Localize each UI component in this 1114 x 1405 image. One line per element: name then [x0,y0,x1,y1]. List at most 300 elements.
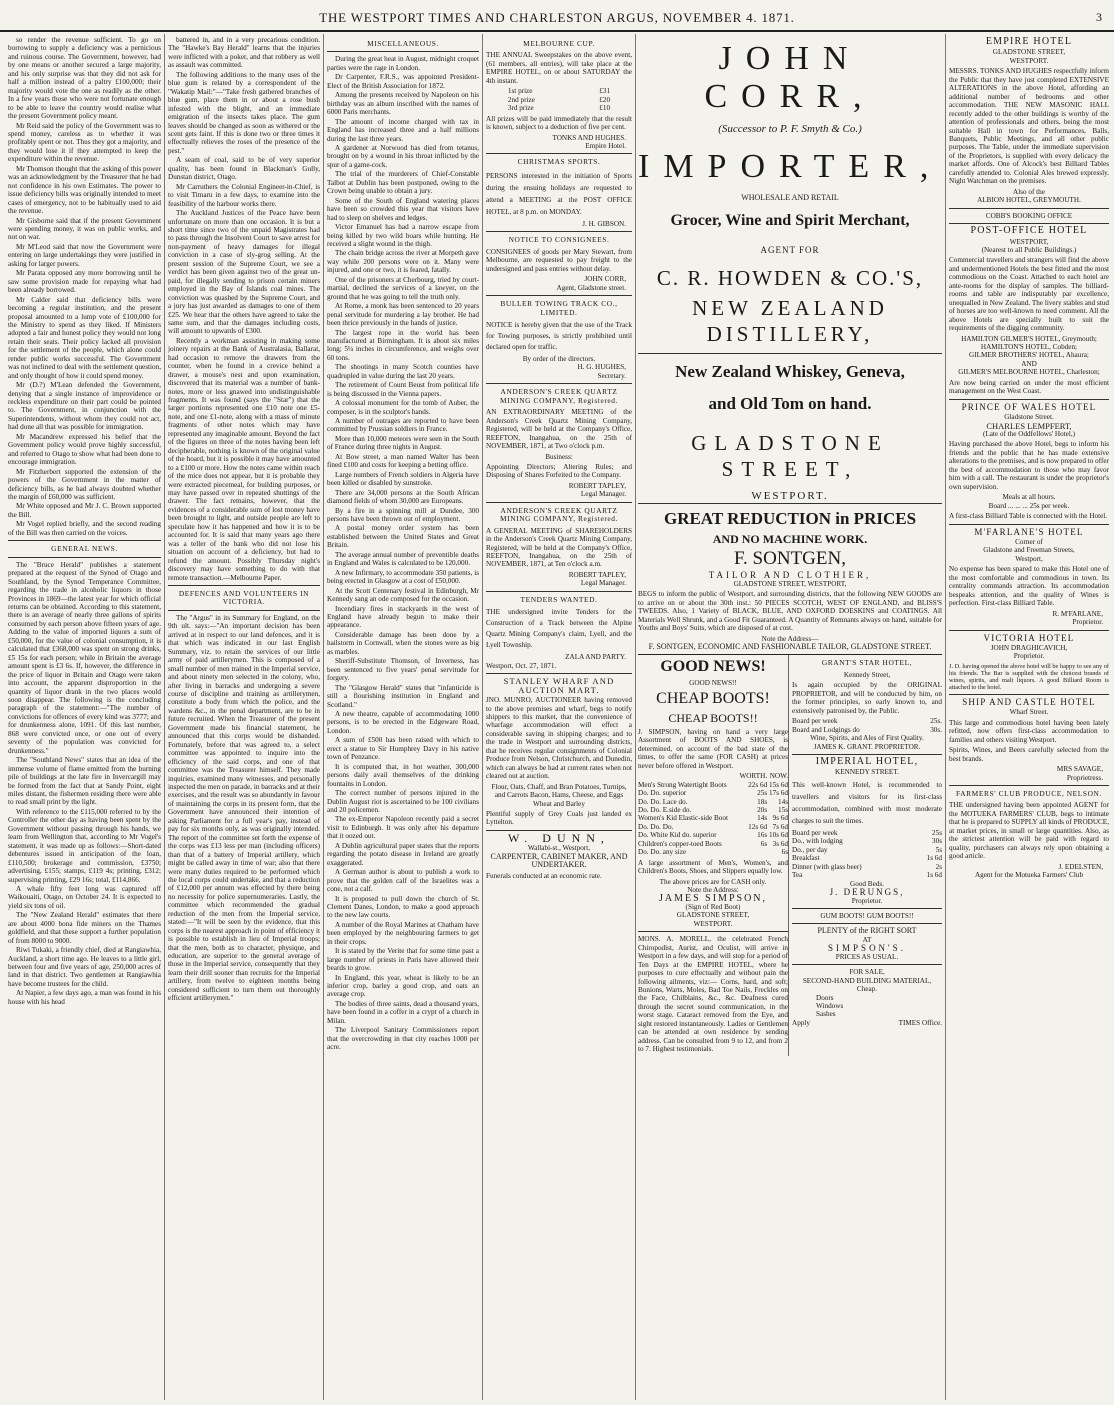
ship-castle-heading: SHIP AND CASTLE HOTEL [962,696,1096,707]
post-office-town: WESTPORT, [1009,237,1049,246]
misc-item: One of the prisoners at Cherbourg, tried by court-martial, declined the services of a lawyer, on the ground that he was going to tell the truth only. [327,275,479,301]
howden-line: C. R. HOWDEN & CO.'S, [656,265,924,290]
boot-price-row-cell: 3s 6d [772,839,788,848]
gladstone-street: GLADSTONE STREET, [691,430,889,481]
anderson-2-text: A GENERAL MEETING of SHAREHOLDERS in the Anderson's Creek Quartz Mining Company, Registered, will be held at the Company's Office, REEFTON, Inangahua, on the 25th of NOVEMBER, 1871, at Ten o'clock a.m. [486,526,632,569]
sale-item: Doors [816,993,834,1002]
boot-price-row-cell: 12s 6d [748,822,768,831]
misc-item: The retirement of Count Beust from political life is being discussed in the Vienna papers. [327,381,479,398]
prize-row-cell: 2nd prize [507,95,535,104]
plenty-name: SIMPSON'S. [828,943,906,954]
good-news-sub: GOOD NEWS!! [689,679,737,688]
boot-price-row-cell: 14s [778,797,788,806]
victoria-proprietor: Proprietor. [1013,652,1045,661]
mfarlane-heading: M'FARLANE'S HOTEL [974,526,1084,537]
misc-item: Considerable damage has been done by a hailstorm in Cornwall, when the stones were as big as marbles. [327,630,479,656]
misc-item: A new Infirmary, to accommodate 350 patients, is being erected in Glasgow at a cost of £50,000. [327,568,479,586]
column-5 [638,36,942,1398]
buller-signature-2: Secretary. [597,371,626,380]
post-office-text: Commercial travellers and strangers will find the above and undermentioned Hotels the best fitted and the most commodious on the Coast. Attached to each hotel are ante-rooms for the display of samples. The billiard-rooms and table are indisputably par excellence, unequalled in New Zealand. The livery stables and stud of horses are too well-known to need comment. All the above Hotels are specially built to suit the requirements of the digging community. [949,256,1109,333]
misc-item: Incendiary fires in stackyards in the west of England have already begun to make their appearance. [327,604,479,630]
cobb-office: COBB'S BOOKING OFFICE [985,211,1073,220]
mfarlane-text: No expense has been spared to make this Hotel one of the most comfortable and commodious in town. Its centrality commands attraction. Its accommodation bespeaks attention, and the quality of Wines is perfection. First-class Billiard Table. [949,565,1109,608]
boot-price-row-cell: 14s [757,814,768,823]
consignees-signature: JOHN CORR, [584,275,626,284]
boot-price-row-cell: Do. White Kid do. superior [638,831,717,840]
misc-item: It is proposed to pull down the church of St. Clement Danes, London, to make a good approach to the new law courts. [327,894,479,920]
misc-item: The chain bridge across the river at Morpeth gave way while 200 persons were on it. Many were injured, and one or two, it is feared, fatally. [327,249,479,275]
article-paragraph: Recently a workman assisting in making some joinery repairs at the Bank of Australasia, Ballarat, had occasion to remove the drawers from the counter, when he found in a crevice behind a drawer, a mouse's nest and upon examination, discovered that its material was a number of bank-notes, more or less gnawed into undistinguishable fragments. It was found (says the "Star") that the larger portions represented one £10 note one £5-note, and one £1-note, along with a mass of minute fragments of other notes which may have represented any imaginable amount. Beyond the fact of the figures on three of the notes having been left decipherable, nothing is known of the original value of the hoard, but it is possible it may have amounted to a £100 or more. How the notes came within reach of the mice does not appear, but it is probable they were extracted piecemeal, for building purposes, or may have passed over in repeated shuttings of the drawer. The fact remains, however, that the evidences of a considerable sum of lost money have been brought to light, and outside people are left to speculate how it has happened and how it is to be accounted for. It is said that many years ago there was a teller of the bank who did not lose his situation on account of a deficiency, but had to refund the amount. Possibly Thursday night's discovery may have something to do with that remote transaction.—Melbourne Paper. [168,336,320,582]
consignees-text: CONSIGNEES of goods per Mary Stewart, from Melbourne, are requested to pay freight to the undersigned and pass entries without delay. [486,247,632,273]
anderson-1-text: AN EXTRAORDINARY MEETING of the Anderson's Creek Quartz Mining Company, Registered, will be held at the Company's Office, REEFTON, Inangahua, on the 25th of NOVEMBER, 1871, at Two o'clock p.m. [486,408,632,451]
misc-item: A Dublin agricultural paper states that the reports regarding the potato disease in Ireland are greatly exaggerated. [327,841,479,867]
page-number: 3 [1096,10,1102,24]
prize-row [508,87,610,95]
sontgen-name: F. SONTGEN, [734,548,846,570]
misc-item: In England, this year, wheat is likely to be an inferior crop, barley a good crop, and oats an average crop. [327,973,479,999]
boot-price-row-cell: 15s [778,805,788,814]
boot-price-row-cell: 15s 6d [769,780,788,789]
buller-heading: BULLER TOWING TRACK CO., LIMITED. [500,299,618,317]
misc-item: The largest rope in the world has been manufactured at Birmingham. It is about six miles long; 5¼ inches in circumference, and weighs over 60 tons. [327,328,479,362]
article-paragraph: Mr Calder said that deficiency bills were becoming a regular institution, and the present proposal amounted to a lump vote of £100,000 for the Ministry to spend as they liked. If Ministers adopted a fair and honest policy they would not long retain their seats. Their policy lacked all provision for the settlement of the people, which alone could render public works successful. The Government was not inclined to deal with the settlement question, and only thought of how it could spend money. [8,295,161,380]
boot-price-row [638,798,788,806]
misc-item: A new theatre, capable of accommodating 1000 persons, is to be erected in the Edgeware Road, London. [327,709,479,735]
anderson-2-signature-2: Legal Manager. [580,579,626,588]
boot-price-row-cell [737,848,767,856]
hotel-list-item: HAMILTON'S HOTEL, Cobden; [980,342,1078,351]
miscellaneous-body [327,55,479,1051]
post-office-heading: POST-OFFICE HOTEL [970,225,1088,237]
news-paragraph: Riwi Tukaki, a friendly chief, died at Rangiawhia, Auckland, a short time ago. He leaves to a little girl, between four and five years of age, 250,000 acres of land in that district. Two gentlemen at Rangiawhia have become trustees for the child. [8,946,161,988]
boot-price-row [638,806,788,814]
worth-header: WORTH. [739,772,768,781]
cup-foot: All prizes will be paid immediately that the result is known, subject to a deduction of five per cent. [486,114,632,132]
xmas-signature: J. H. GIBSON. [582,219,626,228]
column-rule [635,34,636,1400]
farmers-club-signature-2: Agent for the Motueka Farmers' Club [974,871,1084,880]
misc-item: The ex-Emperor Napoleon recently paid a secret visit to Edinburgh. It was only after his departure that it oozed out. [327,815,479,841]
imperial-rate-row [792,863,942,871]
article-paragraph: Mr Reid said the policy of the Government was to spend money, careless as to whether it was profitably spent or not. Thus they got a majority, and they would lose it if they attempted to keep the expenditure within the revenue. [8,121,161,164]
prize-row [508,104,610,112]
albion-hotel: ALBION HOTEL, GREYMOUTH. [977,196,1081,205]
general-news-body [8,561,161,1007]
tenders-heading: TENDERS WANTED. [520,594,598,604]
prize-row-cell: £31 [599,87,611,96]
mfarlane-street: Gladstone and Freeman Streets, [983,546,1075,555]
article-paragraph: so render the revenue sufficient. To go on borrowing to supply a deficiency was a pernicious and ruinous course. The Government, however, had by one means or another secured a large majority, and his only surprise was that they did not ask for half a million instead of a paltry £100,000; their majority would vote the one as readily as the other. In a few years those who were not fortunate enough to be able to leave the country would realise what the present Government policy meant. [8,36,161,121]
article-paragraph: Mr Gisborne said that if the present Government were spending money, it was on public works, and not on war. [8,216,161,242]
boot-price-row-cell: 25s [757,789,768,798]
boot-price-row-cell: 6s [760,839,768,848]
stanley-goods: Flour, Oats, Chaff, and Bran Potatoes, Turnips, and Carrots Bacon, Hams, Cheese, and Eggs Wheat and Barley [491,782,627,808]
imperial-heading: IMPERIAL HOTEL, [815,755,919,767]
imperial-rates [792,829,942,880]
boot-price-row-cell: 17s 6d [769,789,788,798]
cheap-boots-2: CHEAP BOOTS!! [668,710,758,725]
prince-of-wales-name: CHARLES LEMPFERT, [986,420,1072,431]
boot-price-row-cell: 10s 6d [769,831,788,840]
misc-item: There are 34,000 persons at the South African diamond fields of whom 30,000 are Europeans. [327,488,479,506]
imperial-signature: J. DERUNGS, [829,887,905,898]
boot-price-row-cell: Do. Do. superior [638,789,687,798]
misc-item: A gardener at Norwood has died from tetanus, brought on by a wound in his throat inflicted by the spur of a game-cock. [327,143,479,169]
boot-price-row-cell: Do. Do. E.side do. [638,805,692,814]
misc-item: Dr Carpenter, F.R.S., was appointed President-Elect of the British Association for 1872. [327,73,479,90]
john-corr-name: JOHN CORR, [704,40,876,115]
victoria-text: J. D. having opened the above hotel will be happy to see any of his friends. The Bar is supplied with the choicest brands of wines, spirits, and malt liquors. A good Billiard Room is attached to the hotel. [949,662,1109,691]
misc-item: A colossal monument for the tomb of Auber, the composer, is in the sculptor's hands. [327,399,479,416]
masthead-title: THE WESTPORT TIMES AND CHARLESTON ARGUS, NOVEMBER 4. 1871. [319,10,795,25]
column-2 [168,36,320,1398]
sale-item: Windows [816,1002,844,1011]
article-paragraph: Mr M'Leod said that now the Government were entering on large undertakings they were justified in asking for larger powers. [8,242,161,268]
boot-price-row-cell: Do. Do. Lace do. [638,797,688,806]
anderson-1-signature: ROBERT TAPLEY, [568,481,626,490]
anderson-1-business-heading: Business: [545,452,573,461]
simpson-name: JAMES SIMPSON, [658,892,768,904]
stanley-heading: STANLEY WHARF AND AUCTION MART. [503,676,615,695]
column-rule [164,34,165,1400]
general-news-heading: GENERAL NEWS. [51,544,118,554]
simpson-boots-ad [638,655,788,1055]
imperial-rate-row-cell: 5s [935,845,942,854]
imperial-rate-row-cell: 1s 6d [926,854,942,863]
farmers-club-heading: FARMERS' CLUB PRODUCE, NELSON. [956,788,1102,798]
grant-heading: GRANT'S STAR HOTEL, [821,658,913,668]
prize-row-cell: 1st prize [507,87,533,96]
misc-item: At Rome, a monk has been sentenced to 20 years penal servitude for murdering a lay brother. He had been thrice previously in the hands of justice. [327,302,479,328]
article-paragraph: Mr (D.?) M'Lean defended the Government, denying that a single instance of improvidence or reckless expenditure on their part could be pointed to. The Government, in conjunction with the Superintendents, without whom they could not act, had done all that was possible for immigration. [8,381,161,432]
prince-of-wales-late: (Late of the Oddfellows' Hotel,) [982,430,1076,439]
defences-body [168,614,320,1003]
agent-line: AGENT FOR [760,245,820,256]
empire-town: WESTPORT. [1009,56,1049,65]
grant-rate-row [792,717,942,725]
sale-items [792,994,942,1019]
mfarlane-town: Westport, [1015,554,1043,563]
stanley-text: JNO. MUNRO, AUCTIONEER having removed to the above premises and wharf, begs to notify shippers to this market, that the convenience of wharfage accommodation will effect a considerable saving in shipping charges; and to the trade in Westport and surrounding districts, that he receives regular consignments of Colonial Produce from Nelson, Christchurch, and Dunedin, which can always be had at current rates when not cleared out at auction. [486,696,632,781]
divider [327,51,479,52]
grant-text: Is again occupied by the ORIGINAL PROPRIETOR, and will be conducted by him, on the former principles, so early known to, and extensively patronised by, the Public. [792,681,942,715]
ship-castle-signature-2: Proprietress. [1066,773,1103,782]
misc-item: At the Scott Centenary festival in Edinburgh, Mr Kennedy sang an ode composed for the occasion. [327,586,479,604]
cup-signature-2: Empire Hotel. [585,141,626,150]
boot-price-row-cell: 7s 6d [772,822,788,831]
misc-item: Victor Emanuel has had a narrow escape from being killed by two wild boars while hunting. He received a slight wound in the thigh. [327,223,479,248]
plenty-at: AT [862,935,872,944]
imperial-rate-row [792,871,942,879]
misc-item: The correct number of persons injured in the Dublin August riot is ascertained to be 100 civilians and 20 policemen. [327,789,479,814]
grant-rate-row [792,726,942,734]
imperial-street: KENNEDY STREET. [835,768,899,777]
boot-price-row [638,840,788,848]
tenders-text: THE undersigned invite Tenders for the Construction of a Track between the Alpine Quartz Mining Company's claim, Lyell, and the Lyell Township. [486,608,632,650]
divider [168,610,320,611]
ship-castle-wines: Spirits, Wines, and Beers carefully selected from the best brands. [949,746,1109,763]
boot-price-row [638,831,788,839]
imperial-rate-row-cell: Tea [792,871,803,880]
article-paragraph: The Auckland Justices of the Peace have been unfortunate on more than one occasion. It is but a short time since two of the unpaid Magistrates had to pass through the Insolvent Court to save arrest for non-payment of heavy damages for illegal conviction in a case of sly-grog selling. At the present session of the Supreme Court, we see a verdict has been given against two of the great un-paid, for illegally sending to prison certain miners employed in the Bay of Islands coal mines. The conviction was quashed by the Supreme Court, and a jury has just awarded as damages to one of them £25. We hear that the others have agreed to take the same sum, and that the damages including costs, will amount to upwards of £300. [168,209,320,336]
misc-item: Large numbers of French soldiers in Algeria have been killed or disabled by sunstroke. [327,470,479,488]
tenders-date: Westport, Oct. 27, 1871. [486,661,557,670]
column-6 [949,36,1109,1398]
sontgen-address: GLADSTONE STREET, WESTPORT, [733,579,847,588]
great-reduction: GREAT REDUCTION in PRICES [663,509,917,529]
simpson-sign: (Sign of Red Boot) [685,902,741,911]
anderson-2-heading: ANDERSON'S CREEK QUARTZ MINING COMPANY, Registered. [499,505,619,524]
article-paragraph: The following additions to the many uses of the blue gum is related by a correspondent of the "Wakatip Mail:"—"Take fresh gathered branches of blue gum, place them in or about a rose bush infested with the blight, and an immediate emigration of the insects takes place. The gum leaves should be changed as soon as withered or the scent gets faint. If this is done two or three times it effectually relieves the roses of the presence of the pest." [168,70,320,155]
victoria-name: JOHN DRAGHICAVICH, [990,644,1068,652]
simpson-text: J. SIMPSON, having on hand a very large Assortment of BOOTS AND SHOES, is determined, on account of the bad state of the times, to offer the same (FOR CASH) at prices never before offered in Westport. [638,727,788,770]
news-paragraph: With reference to the £115,000 referred to by the Controller the other day as having been spent by the Government without passing through his hands, we learn from Wellington that, according to Mr Vogel's statement, it was made up as follows:—Short-dated debentures issued in anticipation of the loan, £110,500; brokerage and commission, £3750; advertising, £155; stamps, £119 4s; printing, £312; supervising printing, £29 16s; total, £114,866. [8,807,161,884]
dunn-trade: CARPENTER, CABINET MAKER, AND UNDERTAKER. [490,851,628,870]
good-news-heading: GOOD NEWS! [660,658,766,676]
consignees-heading: NOTICE TO CONSIGNEES. [508,235,610,245]
importer-title: IMPORTER, [638,148,942,185]
imperial-rate-row-cell: Board per week [792,828,838,837]
anderson-1-heading: ANDERSON'S CREEK QUARTZ MINING COMPANY, Registered. [499,387,619,405]
boot-price-row-cell: 22s 6d [748,780,768,789]
imperial-signature-2: Proprietor. [851,896,883,905]
misc-item: The "Glasgow Herald" states that "infanticide is still a flourishing institution in England and Scotland." [327,683,479,709]
news-items [168,36,320,582]
plenty-heading: PLENTY of the RIGHT SORT [817,926,917,936]
boot-price-row [638,848,788,856]
column-rule [323,34,324,1400]
imperial-rate-row [792,837,942,845]
apply-office: TIMES Office. [898,1018,942,1027]
prince-of-wales-meals: Meals at all hours. [1002,493,1056,502]
grant-street: Kennedy Street, [843,670,891,679]
tenders-signature: ZALA AND PARTY. [565,653,626,662]
consignees-signature-2: Agent, Gladstone street. [556,283,626,292]
imperial-rate-row [792,854,942,862]
anderson-1-business: Appointing Directors; Altering Rules; and Disposing of Shares Forfeited to the Company. [486,462,632,480]
misc-item: Sheriff-Substitute Thomson, of Inverness, has been sentenced to five years' penal servitude for forgery. [327,657,479,683]
boot-price-row-cell: 20s [757,805,768,814]
article-paragraph: Mr Parata opposed any more borrowing until he saw some provision made for repaying what had been already borrowed. [8,269,161,295]
column-rule [482,34,483,1400]
sontgen-foot: F. SONTGEN, ECONOMIC AND FASHIONABLE TAILOR, GLADSTONE STREET. [648,641,932,651]
boot-price-row [638,814,788,822]
cup-heading: MELBOURNE CUP. [523,39,595,48]
cup-signature: TONKS AND HUGHES. [552,133,626,142]
imperial-rate-row-cell: 30s [932,837,942,846]
farmers-club-signature: J. EDELSTEN, [1058,862,1103,871]
imperial-rate-row-cell: 2s [935,862,942,871]
article-paragraph: battered in, and in a very precarious condition. The "Hawke's Bay Herald" learns that the injuries were inflicted with a poker, and that robbery as well as assault was committed. [168,36,320,70]
empire-heading: EMPIRE HOTEL [985,36,1073,47]
sontgen-note: Note the Address— [761,634,819,643]
prize-row [508,96,610,104]
prince-of-wales-street: Gladstone Street. [1004,413,1054,422]
hotel-list [949,335,1109,377]
distillery-line: NEW ZEALAND DISTILLERY, [692,295,888,346]
hotels-foot: Are now being carried on under the most efficient management on the West Coast. [949,378,1109,396]
divider [8,557,161,558]
boot-price-row-cell: Women's Kid Elastic-side Boot [638,814,728,823]
buller-text: NOTICE is hereby given that the use of the Track for Towing purposes, is strictly prohibited until declared open for traffic. [486,320,632,351]
column-4 [486,36,632,1398]
ship-castle-text: This large and commodious hotel having been lately refitted, now offers first-class accommodation to families and others visiting Westport. [949,718,1109,744]
mfarlane-signature: R. M'FARLANE, [1052,609,1103,618]
misc-item: Some of the South of England watering places have been so crowded this year that visitors have had to sleep on shelves and ledges. [327,196,479,222]
grant-wines: Wine, Spirits, and Ales of First Quality. [810,734,924,743]
grant-rates [792,717,942,734]
buller-signature: H. G. HUGHES, [577,363,626,372]
column-1 [8,36,161,1398]
boot-price-row-cell: 16s [757,831,768,840]
misc-item: The trial of the murderers of Chief-Constable Talbot at Dublin has been postponed, owing to the Crown being unable to obtain a jury. [327,170,479,196]
oldtom-line: and Old Tom on hand. [708,393,872,413]
misc-item: The shootings in many Scotch counties have quadrupled in value during the last 20 years. [327,363,479,380]
simpson-note: Note the Address: [687,886,739,895]
simpson-foot: A large assortment of Men's, Women's, and Children's Boots, Shoes, and Slippers equally low. [638,858,788,876]
no-machine-work: AND NO MACHINE WORK. [712,532,868,547]
anderson-2-signature: ROBERT TAPLEY, [568,570,626,579]
article-paragraph: Mr Carruthers the Colonial Engineer-in-Chief, is to visit Timaru in a few days, to examine into the feasibility of the harbour works there. [168,182,320,208]
prize-row-cell: £20 [599,95,611,104]
post-office-near: (Nearest to all Public Buildings.) [981,245,1077,254]
imperial-beds: Good Beds. [850,879,884,888]
article-paragraph: The "Argus" in its Summary for England, on the 9th ult. says:—"An important decision has been arrived at in respect to our land defences, and it is that which was indicated in our last English Summary, viz. to retain the services of our little army of paid artillerymen. This is composed of a small number of men trained in the Imperial service, and about ninety men selected in the colony, who, after living in barracks and undergoing a severe course of discipline and training as artillerymen, constitute a body from which the police, and the wardens &c., in the penal department, are to be in future recruited. When the Treasurer of the present Government made his financial statement, he announced that this corps would be disbanded. Fortunately, before that was agreed to, a select committee was appointed to inquire into the efficiency of the said corps, and one of that committee was the Treasurer himself. They made inquiries, examined many witnesses, and personally inspected the men on parade, in barracks and at their exercises, and the result was so abundantly in favour of maintaining the corps in its present form, that the Government have announced their intention of asking Parliament for a full year's pay, instead of pay for six months only, as was originally intended. The report of the committee set forth the expense of the corps was £13 less per man (including officers) than that of a battery of Imperial artillery, which might be called away in time of war; also that there were many duties required to be performed which the local corps could undertake, and that a reduction of £12,000 per annum was effected by there being no necessity for police supernumeraries. Lastly, the committee which recommended the gradual reduction of the men from the Imperial service, stated:—"It will be seen by the evidence, that this corps is the nearest approach in point of efficiency it is possible to establish in lieu of Imperial troops; that the men, both as to character, physique, and education, are superior to the general average of those in the Imperial service, consequently that they learn their drill sooner than recruits for the Imperial artillery, from twelve to eighteen months being considered sufficient to turn them out thoroughly efficient artillerymen." [168,613,320,1003]
prince-of-wales-text: Having purchased the above Hotel, begs to inform his friends and the public that he has made extensive alterations to the premises, and is now prepared to offer the best of accommodation to those who may favor him with a call. The restaurant is under the proprietor's own supervision. [949,440,1109,491]
grant-rate-row-cell: Board and Lodgings do [792,725,860,734]
grant-rate-row-cell: 25s. [930,717,942,726]
empire-text: MESSRS. TONKS AND HUGHES respectfully inform the Public that they have just completed EXTENSIVE ALTERATIONS in the above Hotel, affording an additional number of bedrooms and other accommodation. THE NEW MASONIC HALL recently added to the other buildings is worthy of the attention of professionals and others, being the most suitable Hall in town for Performances, Balls, Banquets, Public Meetings, and all other public purposes. The Table, under the immediate supervision of the Proprietors, is supplied with every delicacy the market affords. One of Alcock's best Billiard Tables carefully attended to. Colonial Ales brewed expressly. Night Watchman on the premises. [949,67,1109,186]
prince-of-wales-billiard: A first-class Billiard Table is connected with the Hotel. [949,512,1108,521]
ship-castle-signature: MRS SAVAGE, [1056,765,1103,774]
sontgen-text: BEGS to inform the public of Westport, and surrounding districts, that the following NEW GOODS are to arrive on or about the 30th inst.: 50 PIECES SCOTCH, WEST OF ENGLAND, and BLISS'S TWEEDS. Also, 1 Variety of BLACK, BLUE, AND OXFORD DOESKINS and COATINGS. All Materials Well Shrunk, and a Good Fit Guaranteed. A Quantity of Remnants always on hand, suitable for Youths and Boys' Suits, which are disposed of at cost. [638,590,942,633]
ship-castle-street: Wharf Street. [1009,708,1049,717]
imperial-rate-row-cell: 1s 6d [926,871,942,880]
victoria-heading: VICTORIA HOTEL [983,632,1075,643]
boot-price-row [638,781,788,789]
grant-rate-row-cell: 30s. [930,725,942,734]
article-paragraph: Mr White opposed and Mr J. C. Brown supported the Bill. [8,502,161,519]
news-paragraph: The "Bruce Herald" publishes a statement prepared at the request of the Synod of Otago and Southland, by the Synod Temperance Committee, regarding the trade in alcoholic liquors in those Provinces in 1869—the latest year for which official returns can be obtained. According to this statement, there is an average of nearly three gallons of spirits consumed by each person above fifteen years of age. Adding to the value of imported liquors a sum of £50,000, for the value of colonial consumption, it is calculated that £368,000 was spent on strong drinks, £5 15s for each person; while in Britain the average amount spent is £3 6s. If, however, the difference in the price of liquor in Britain and Otago were taken into account, the apparent disproportion in the quantity of liquor drank in the two places would soon disappear. The following is the concluding paragraph of the statement:—"The number of convictions for offences of every kind was 3777; and for drunkenness alone, 1091. Of this last number, 868 were convicted once, or one out of every seventy of the population was convicted for drunkenness." [8,560,161,755]
misc-item: A number of outrages are reported to have been committed by Prussian soldiers in France. [327,417,479,434]
tailor-line: TAILOR AND CLOTHIER, [708,570,872,581]
simpson-town: WESTPORT. [693,919,733,928]
misc-item: At Bow street, a man named Walter has been fined £100 and costs for keeping a betting office. [327,452,479,470]
now-header: NOW. [769,772,788,781]
hotel-list-item: GILMER'S MELBOURNE HOTEL, Charleston; [958,368,1100,377]
successor-line: (Successor to P. F. Smyth & Co.) [718,123,862,135]
wholesale-line: WHOLESALE AND RETAIL [741,193,839,202]
news-paragraph: A whale fifty feet long was captured off Waikouaiti, Otago, on October 24. It is expected to yield six tons of oil. [8,884,161,910]
prize-row-cell: 3rd prize [507,104,534,113]
divider [168,585,320,586]
xmas-heading: CHRISTMAS SPORTS. [517,157,601,167]
buller-by: By order of the directors. [522,354,596,363]
imperial-rate-row-cell: Dinner (with glass beer) [792,862,862,871]
imperial-rate-row-cell: Breakfast [792,854,820,863]
grant-signature: JAMES K. GRANT. PROPRIETOR. [813,742,921,751]
column-rule [945,34,946,1400]
imperial-text: This well-known Hotel, is recommended to travellers and visitors for its first-class accommodation, combined with most moderate charges to suit the times. [792,780,942,825]
boot-price-row-cell: Do. Do. Do. [638,822,674,831]
second-hand: SECOND-HAND BUILDING MATERIAL, Cheap. [802,976,932,994]
boot-price-row [638,823,788,831]
apply-label: Apply [792,1018,810,1027]
merchant-line: Grocer, Wine and Spirit Merchant, [670,212,910,230]
dunn-address: Wallabi-st., Westport, [527,844,591,853]
for-sale: FOR SALE, [849,968,885,977]
boot-price-row-cell: Men's Strong Watertight Boots [638,780,727,789]
boot-prices-table [638,772,788,857]
article-paragraph: Mr Macandrew expressed his belief that the Government policy would prove highly successful, and referred to Otago to show what had been done to encourage immigration. [8,432,161,467]
news-paragraph: The "Southland News" states that an idea of the immense volume of flame emitted from the burning pile of buildings at the late fire in Invercargill may be formed from the fact that at Sandy Point, eight miles distant, the fishermen residing there were able to read small print by the light. [8,756,161,807]
imperial-rate-row-cell: 25s [932,828,942,837]
xmas-text: PERSONS interested in the initiation of Sports during the ensuing holidays are requested to attend a MEETING at the POST OFFICE HOTEL, at 8 p.m. on MONDAY. [486,171,632,216]
imperial-rate-row-cell: Do., per day [792,845,828,854]
prince-of-wales-heading: PRINCE OF WALES HOTEL [961,401,1097,412]
article-paragraph: A seam of coal, said to be of very superior quality, has been found in Blackman's Gully, Dunstan district, Otago. [168,156,320,182]
simpson-address: GLADSTONE STREET, [676,911,750,920]
boot-price-row-cell: 6s [781,848,788,857]
dunn-foot: Funerals conducted at an economic rate. [486,871,602,880]
cheap-boots-1: CHEAP BOOTS! [656,689,770,707]
misc-item: A postal money order system has been established between the United States and Great Britain. [327,524,479,550]
misc-item: The amount of income charged with tax in England has increased three and a half millions during the last three years. [327,117,479,143]
news-paragraph: The "New Zealand Herald" estimates that there are about 4000 bona fide miners on the Thames goldfield, and that these support a further population of from 8000 to 9000. [8,911,161,945]
boot-price-row-cell: 9s 6d [772,814,788,823]
misc-item: More than 10,000 meteors were seen in the South of France during three nights in August. [327,434,479,452]
prize-row-cell: £10 [599,104,611,113]
boot-price-row [638,789,788,797]
misc-item: Among the presents received by Napoleon on his birthday was an album inscribed with the names of 6000 Paris merchants. [327,91,479,117]
simpson-cash: The above prices are for CASH only. [659,877,767,886]
boot-price-row-cell: Children's copper-toed Boots [638,839,722,848]
lower-ads-grid [638,654,942,1055]
masthead [0,0,1114,32]
farmers-club-text: THE undersigned having been appointed AGENT for the MOTUEKA FARMERS' CLUB, begs to intimate that he is prepared to SUPPLY all kinds of PRODUCE, at market prices, in small or large quantities. Also, as the strictest attention will be paid with regard to quality, purchasers can always rely upon obtaining a good article. [949,801,1109,861]
misc-item: It is computed that, in hot weather, 300,000 persons daily avail themselves of the drinking fountains in London. [327,762,479,788]
whiskey-line: New Zealand Whiskey, Geneva, [675,361,905,381]
misc-item: The Liverpool Sanitary Commissioners report that the overcrowding in that city reaches 1000 per acre. [327,1026,479,1052]
cup-text: THE ANNUAL Sweepstakes on the above event, (61 members, all entries), will take place at the EMPIRE HOTEL, on or about SATURDAY the 4th instant. [486,51,632,85]
divider [8,540,161,541]
news-paragraph: At Napier, a few days ago, a man was found in his house with his head [8,989,161,1006]
apply-line [792,1019,942,1027]
plenty-prices: PRICES AS USUAL. [835,952,899,961]
imperial-rate-row [792,829,942,837]
defences-heading: DEFENCES AND VOLUNTEERS IN VICTORIA. [178,589,310,607]
morell-text: MONS. A. MORELL, the celebrated French Chiropodist, Aurist, and Oculist, will arrive in Westport in a few days, and will stop for a period of Ten Days at the EMPIRE HOTEL, where he purposes to cure effectually and without pain the following ailments, viz:— Corns, hard, and soft; Bunions, Warts, Moles, Bad Toe Nails, Freckles on the Face, Chilblains, &c., &c. Deafness cured through the secret sound communication, in the worst stage. Cataract removed from the Eye, and sight restored instantaneously. Ladies or Gentlemen can be attended at own residence by sending address. Can be consulted from 9 to 12, and from 2 to 7. Highest testimonials. [638,935,788,1054]
parliament-report [8,36,161,537]
misc-item: It is stated by the Verite that for some time past a large number of priests in Paris have allowed their beards to grow. [327,947,479,973]
misc-item: A sum of £500 has been raised with which to erect a statue to Sir Humphrey Davy in his native town of Penzance. [327,736,479,762]
stanley-foot: Plentiful supply of Grey Coals just landed ex Lyttelton. [486,810,632,827]
imperial-rate-row-cell: Do., with lodging [792,837,843,846]
misc-item: By a fire in a spinning mill at Dundee, 300 persons have been thrown out of employment. [327,506,479,524]
sale-item: Sashes [816,1010,836,1019]
misc-item: The bodies of three saints, dead a thousand years, have been found in a coffer in a crypt of a church in Milan. [327,999,479,1025]
hotels-and-sale-ads [788,655,942,1055]
boot-price-row-cell: 18s [757,797,768,806]
article-paragraph: Mr Thomson thought that the asking of this power was an acknowledgment by the Treasurer that he had not confidence in his own Estimates. The power to issue deficiency bills was originally intended to meet cases of emergency, not to be habitually used to aid the revenue. [8,164,161,216]
westport-line: WESTPORT. [751,489,829,502]
grant-rate-row-cell: Board per week [792,717,838,726]
hotel-list-item: AND [1021,359,1037,368]
empire-street: GLADSTONE STREET, [992,48,1066,57]
boot-price-row-cell: Do. Do. any size [638,848,687,857]
hotel-list-item: GILMER BROTHERS' HOTEL, Ahaura; [969,351,1089,360]
misc-item: A German author is about to publish a work to prove that the golden calf of the Israelites was a cone, not a calf. [327,868,479,894]
